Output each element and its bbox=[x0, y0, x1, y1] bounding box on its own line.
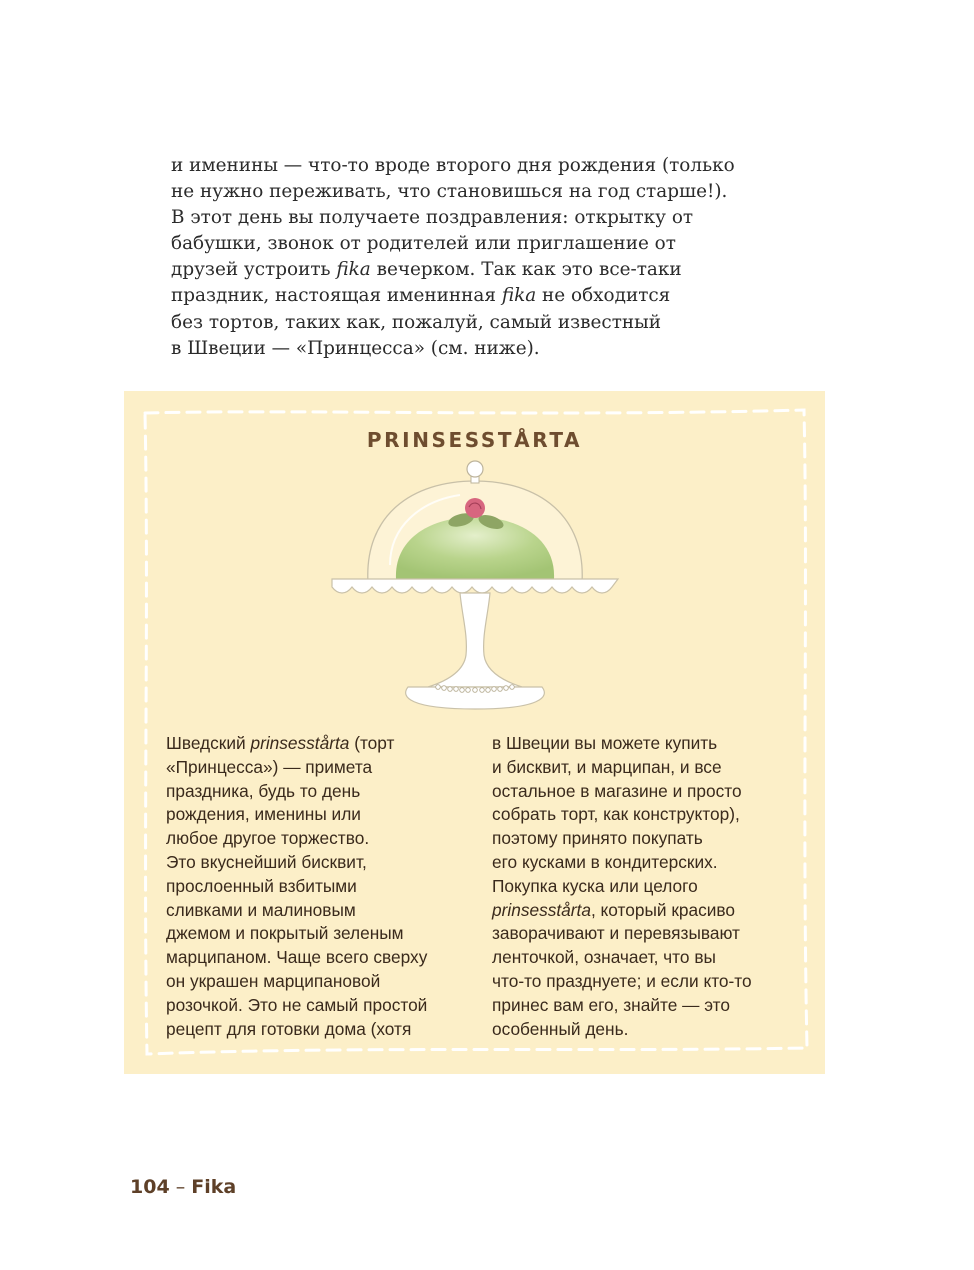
text-line: что-то празднуете; и если кто-то bbox=[492, 970, 752, 991]
text-line: В этот день вы получаете поздравления: открытку от bbox=[171, 207, 694, 229]
text-line bbox=[492, 899, 802, 923]
text-line: его кусками в кондитерских. bbox=[492, 851, 718, 872]
italic-term: prinsesstårta bbox=[250, 733, 350, 753]
text-line: и именины — что-то вроде второго дня рождения (только bbox=[171, 155, 735, 176]
text-line: Покупка куска или целого bbox=[492, 875, 698, 896]
text-segment: , который красиво bbox=[590, 899, 736, 920]
text-line: рецепт для готовки дома (хотя bbox=[166, 1018, 412, 1039]
text-line: и бисквит, и марципан, и все bbox=[492, 756, 722, 777]
cake-plate bbox=[332, 579, 618, 593]
text-line: любое другое торжество. bbox=[166, 828, 370, 849]
italic-term: fika bbox=[336, 259, 371, 281]
text-line: не нужно переживать, что становишься на год старше!). bbox=[171, 181, 728, 203]
page-footer bbox=[130, 1176, 236, 1198]
text-segment: (торт bbox=[349, 733, 395, 753]
cake-stand-with-dome-icon bbox=[320, 455, 630, 725]
italic-term: prinsesstårta bbox=[492, 899, 591, 920]
text-line: праздника, будь то день bbox=[166, 780, 361, 801]
text-segment: не обходится bbox=[536, 285, 671, 307]
text-line: без тортов, таких как, пожалуй, самый известный bbox=[171, 311, 662, 333]
text-line: розочкой. Это не самый простой bbox=[166, 994, 428, 1015]
text-segment: друзей устроить bbox=[171, 259, 337, 281]
text-line: ленточкой, означает, что вы bbox=[492, 947, 716, 968]
sidebar-text-right-column bbox=[492, 732, 802, 1041]
text-line: джемом и покрытый зеленым bbox=[166, 923, 404, 944]
text-line: «Принцесса») — примета bbox=[166, 756, 373, 777]
book-title: Fika bbox=[191, 1176, 237, 1198]
text-segment: праздник, настоящая именинная bbox=[171, 285, 502, 307]
text-line: бабушки, звонок от родителей или приглашение от bbox=[171, 233, 676, 255]
italic-term: fika bbox=[501, 285, 537, 307]
text-line: Это вкуснейший бисквит, bbox=[166, 851, 367, 872]
text-segment: Шведский bbox=[166, 733, 251, 753]
marzipan-rose bbox=[465, 498, 485, 518]
text-line: сливками и малиновым bbox=[166, 899, 356, 920]
intro-paragraph bbox=[171, 153, 851, 362]
text-line: в Швеции — «Принцесса» (см. ниже). bbox=[171, 337, 540, 359]
footer-separator: – bbox=[169, 1176, 192, 1198]
text-line: остальное в магазине и просто bbox=[492, 780, 742, 801]
sidebar-text-left-column bbox=[166, 732, 476, 1041]
text-line: он украшен марципановой bbox=[166, 970, 381, 991]
sidebar-title: PRINSESSTÅRTA bbox=[366, 428, 583, 452]
text-line bbox=[171, 283, 851, 309]
text-line bbox=[166, 732, 476, 756]
dome-knob bbox=[467, 461, 483, 477]
text-segment: вечерком. Так как это все-таки bbox=[370, 259, 682, 281]
text-line: заворачивают и перевязывают bbox=[492, 923, 740, 944]
text-line: собрать торт, как конструктор), bbox=[492, 804, 740, 825]
text-line bbox=[171, 257, 851, 283]
text-line: прослоенный взбитыми bbox=[166, 875, 357, 896]
text-line: принес вам его, знайте — это bbox=[492, 994, 730, 1015]
text-line: особенный день. bbox=[492, 1018, 629, 1039]
text-line: рождения, именины или bbox=[166, 804, 361, 825]
page-number: 104 bbox=[130, 1176, 170, 1198]
text-line: в Швеции вы можете купить bbox=[492, 733, 718, 753]
pedestal-stem bbox=[428, 593, 522, 687]
text-line: марципаном. Чаще всего сверху bbox=[166, 947, 428, 968]
text-line: поэтому принято покупать bbox=[492, 828, 703, 849]
